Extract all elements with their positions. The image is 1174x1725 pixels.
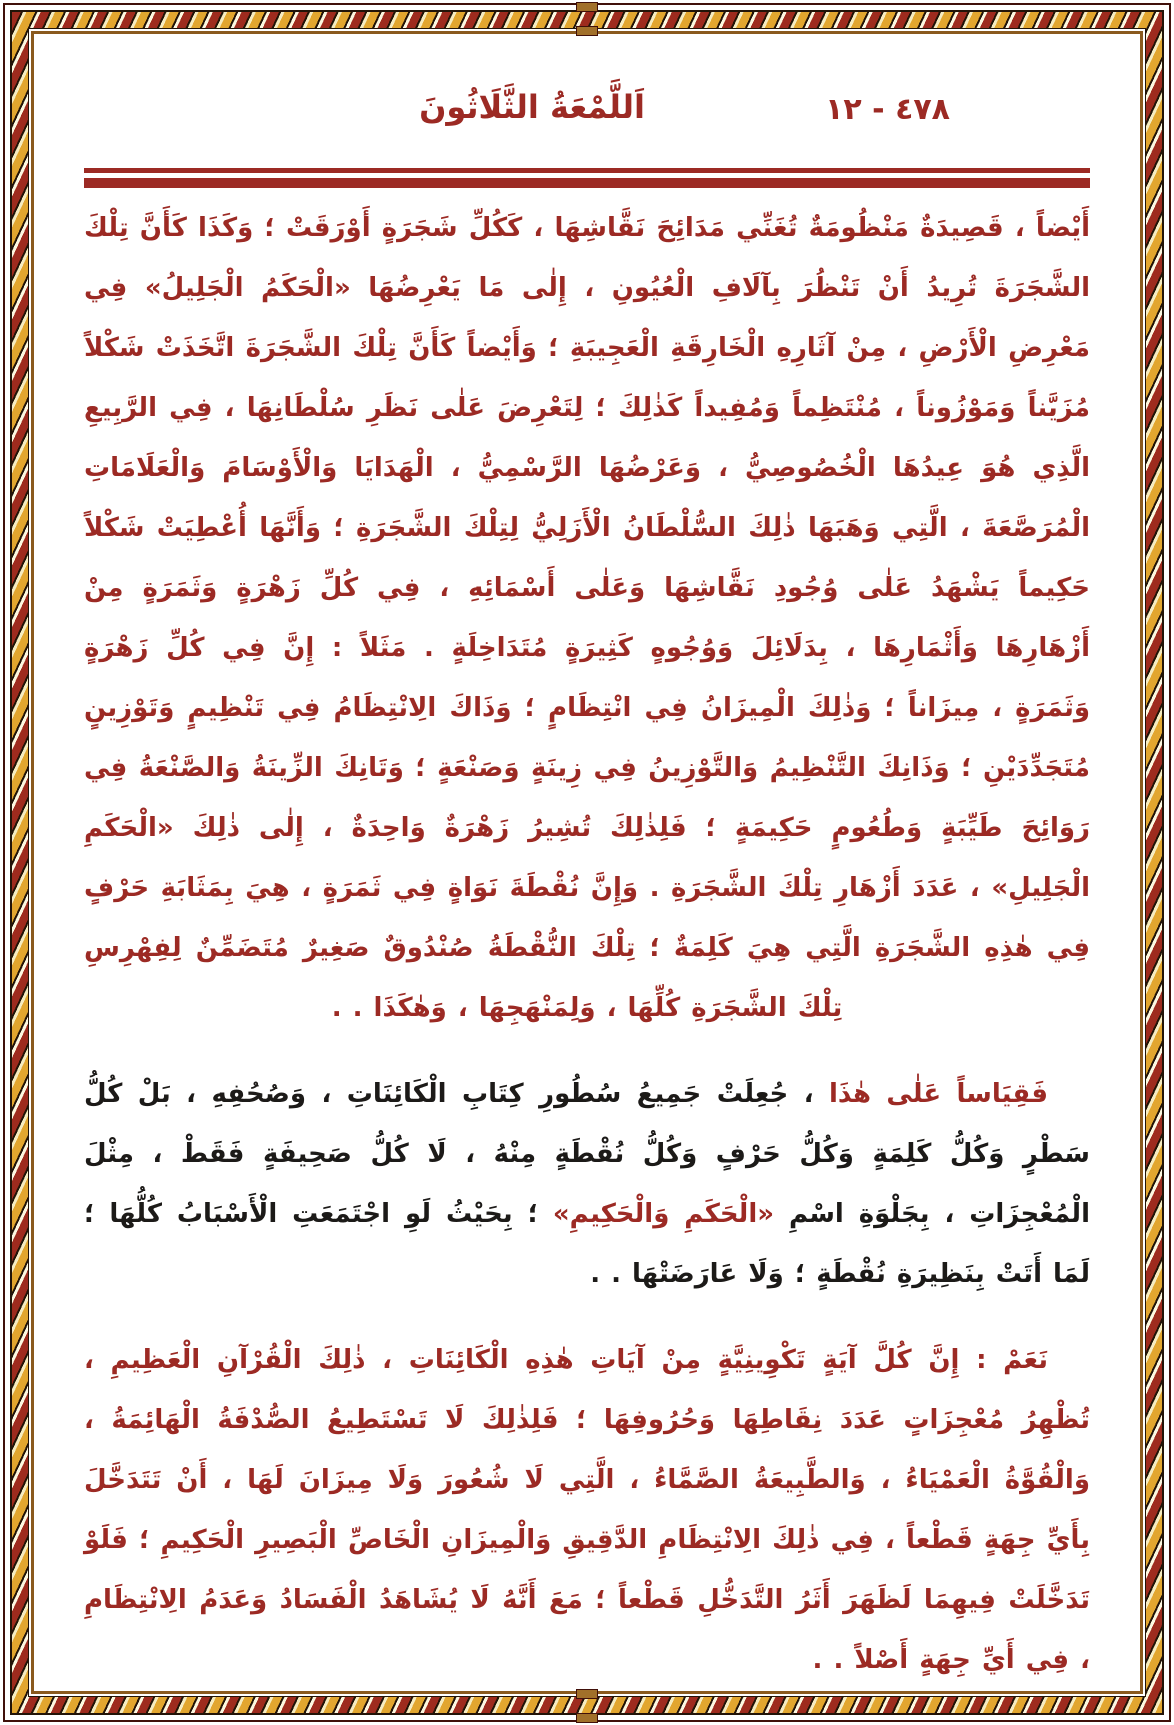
- page-title: اَللَّمْعَةُ الثَّلَاثُونَ: [419, 88, 645, 126]
- border-notch-top-outer: [576, 2, 598, 12]
- text-segment-red: نَعَمْ : إِنَّ كُلَّ آيَةٍ تَكْوِينِيَّةٍ مِنْ آيَاتِ هٰذِهِ الْكَائِنَاتِ ، ذٰلِكَ الْقُرْآنِ الْعَظِيمِ ، تُظْهِرُ مُعْجِزَاتٍ عَدَدَ نِقَاطِهَا وَحُرُوفِهَا ؛ فَلِذٰلِكَ لَا تَسْتَطِيعُ الصُّدْفَةُ الْهَائِمَةُ ، وَالْقُوَّةُ الْعَمْيَاءُ ، وَالطَّبِيعَةُ الصَّمَّاءُ ، الَّتِي لَا شُعُورَ وَلَا مِيزَانَ لَهَا ، أَنْ تَتَدَخَّلَ بِأَيِّ جِهَةٍ قَطْعاً ، فِي ذٰلِكَ الِانْتِظَامِ الدَّقِيقِ وَالْمِيزَانِ الْخَاصِّ الْبَصِيرِ الْحَكِيمِ ؛ فَلَوْ تَدَخَّلَتْ فِيهِمَا لَظَهَرَ أَثَرُ التَّدَخُّلِ قَطْعاً ؛ مَعَ أَنَّهُ لَا يُشَاهَدُ الْفَسَادُ وَعَدَمُ الِانْتِظَامِ ، فِي أَيِّ جِهَةٍ أَصْلاً . .: [84, 1345, 1090, 1675]
- paragraph: [84, 198, 1090, 1038]
- header-divider: [84, 168, 1090, 188]
- paragraph: [84, 1064, 1090, 1304]
- text-segment-black: ؛ بِحَيْثُ لَوِ اجْتَمَعَتِ الْأَسْبَابُ كُلُّهَا ؛ لَمَا أَتَتْ بِنَظِيرَةِ نُقْطَةٍ ؛ وَلَا عَارَضَتْهَا . .: [84, 1199, 1090, 1289]
- text-segment-red: أَيْضاً ، قَصِيدَةٌ مَنْظُومَةٌ تُغَنِّي مَدَائِحَ نَقَّاشِهَا ، كَكُلِّ شَجَرَةٍ أَوْرَقَتْ ؛ وَكَذَا كَأَنَّ تِلْكَ الشَّجَرَةَ تُرِيدُ أَنْ تَنْظُرَ بِآلَافِ الْعُيُونِ ، إِلٰى مَا يَعْرِضُهَا «الْحَكَمُ الْجَلِيلُ» فِي مَعْرِضِ الْأَرْضِ ، مِنْ آثَارِهِ الْخَارِقَةِ الْعَجِيبَةِ ؛ وَأَيْضاً كَأَنَّ تِلْكَ الشَّجَرَةَ اتَّخَذَتْ شَكْلاً مُزَيَّناً وَمَوْزُوناً ، مُنْتَظِماً وَمُفِيداً كَذٰلِكَ ؛ لِتَعْرِضَ عَلٰى نَظَرِ سُلْطَانِهَا ، فِي الرَّبِيعِ الَّذِي هُوَ عِيدُهَا الْخُصُوصِيُّ ، وَعَرْضُهَا الرَّسْمِيُّ ، الْهَدَايَا وَالْأَوْسَامَ وَالْعَلَامَاتِ الْمُرَصَّعَةَ ، الَّتِي وَهَبَهَا ذٰلِكَ السُّلْطَانُ الْأَزَلِيُّ لِتِلْكَ الشَّجَرَةِ ؛ وَأَنَّهَا أُعْطِيَتْ شَكْلاً حَكِيماً يَشْهَدُ عَلٰى وُجُودِ نَقَّاشِهَا وَعَلٰى أَسْمَائِهِ ، فِي كُلِّ زَهْرَةٍ وَثَمَرَةٍ مِنْ أَزْهَارِهَا وَأَثْمَارِهَا ، بِدَلَائِلَ وَوُجُوهٍ كَثِيرَةٍ مُتَدَاخِلَةٍ . مَثَلاً : إِنَّ فِي كُلِّ زَهْرَةٍ وَثَمَرَةٍ ، مِيزَاناً ؛ وَذٰلِكَ الْمِيزَانُ فِي انْتِظَامٍ ؛ وَذَاكَ الِانْتِظَامُ فِي تَنْظِيمٍ وَتَوْزِينٍ مُتَجَدِّدَيْنِ ؛ وَذَانِكَ التَّنْظِيمُ وَالتَّوْزِينُ فِي زِينَةٍ وَصَنْعَةٍ ؛ وَتَانِكَ الزِّينَةُ وَالصَّنْعَةُ فِي رَوَائِحَ طَيِّبَةٍ وَطُعُومٍ حَكِيمَةٍ ؛ فَلِذٰلِكَ تُشِيرُ زَهْرَةٌ وَاحِدَةٌ ، إِلٰى ذٰلِكَ «الْحَكَمِ الْجَلِيلِ» ، عَدَدَ أَزْهَارِ تِلْكَ الشَّجَرَةِ . وَإِنَّ نُقْطَةَ نَوَاةٍ فِي ثَمَرَةٍ ، هِيَ بِمَثَابَةِ حَرْفٍ فِي هٰذِهِ الشَّجَرَةِ الَّتِي هِيَ كَلِمَةٌ ؛ تِلْكَ النُّقْطَةُ صُنْدُوقٌ صَغِيرٌ مُتَضَمِّنٌ لِفِهْرِسِ تِلْكَ الشَّجَرَةِ كُلِّهَا ، وَلِمَنْهَجِهَا ، وَهٰكَذَا . .: [84, 213, 1090, 1023]
- divider-thick-line: [84, 178, 1090, 188]
- border-notch-bottom-outer: [576, 1713, 598, 1723]
- text-segment-black: ، جُعِلَتْ جَمِيعُ سُطُورِ كِتَابِ الْكَائِنَاتِ ، وَصُحُفِهِ ، بَلْ كُلُّ سَطْرٍ وَكُلُّ كَلِمَةٍ وَكُلُّ حَرْفٍ وَكُلُّ نُقْطَةٍ مِنْهُ ، لَا كُلُّ صَحِيفَةٍ فَقَطْ ، مِثْلَ الْمُعْجِزَاتِ ، بِجَلْوَةِ اسْمِ: [84, 1079, 1090, 1229]
- paragraph: [84, 1330, 1090, 1690]
- page-header: [84, 86, 1090, 152]
- body-text: [84, 198, 1090, 1690]
- page-content: [34, 34, 1140, 1691]
- text-segment-red: فَقِيَاساً عَلٰى هٰذَا: [829, 1079, 1048, 1109]
- text-segment-red: «الْحَكَمِ وَالْحَكِيمِ»: [552, 1199, 775, 1229]
- page-number: ٤٧٨ - ١٢: [825, 92, 950, 127]
